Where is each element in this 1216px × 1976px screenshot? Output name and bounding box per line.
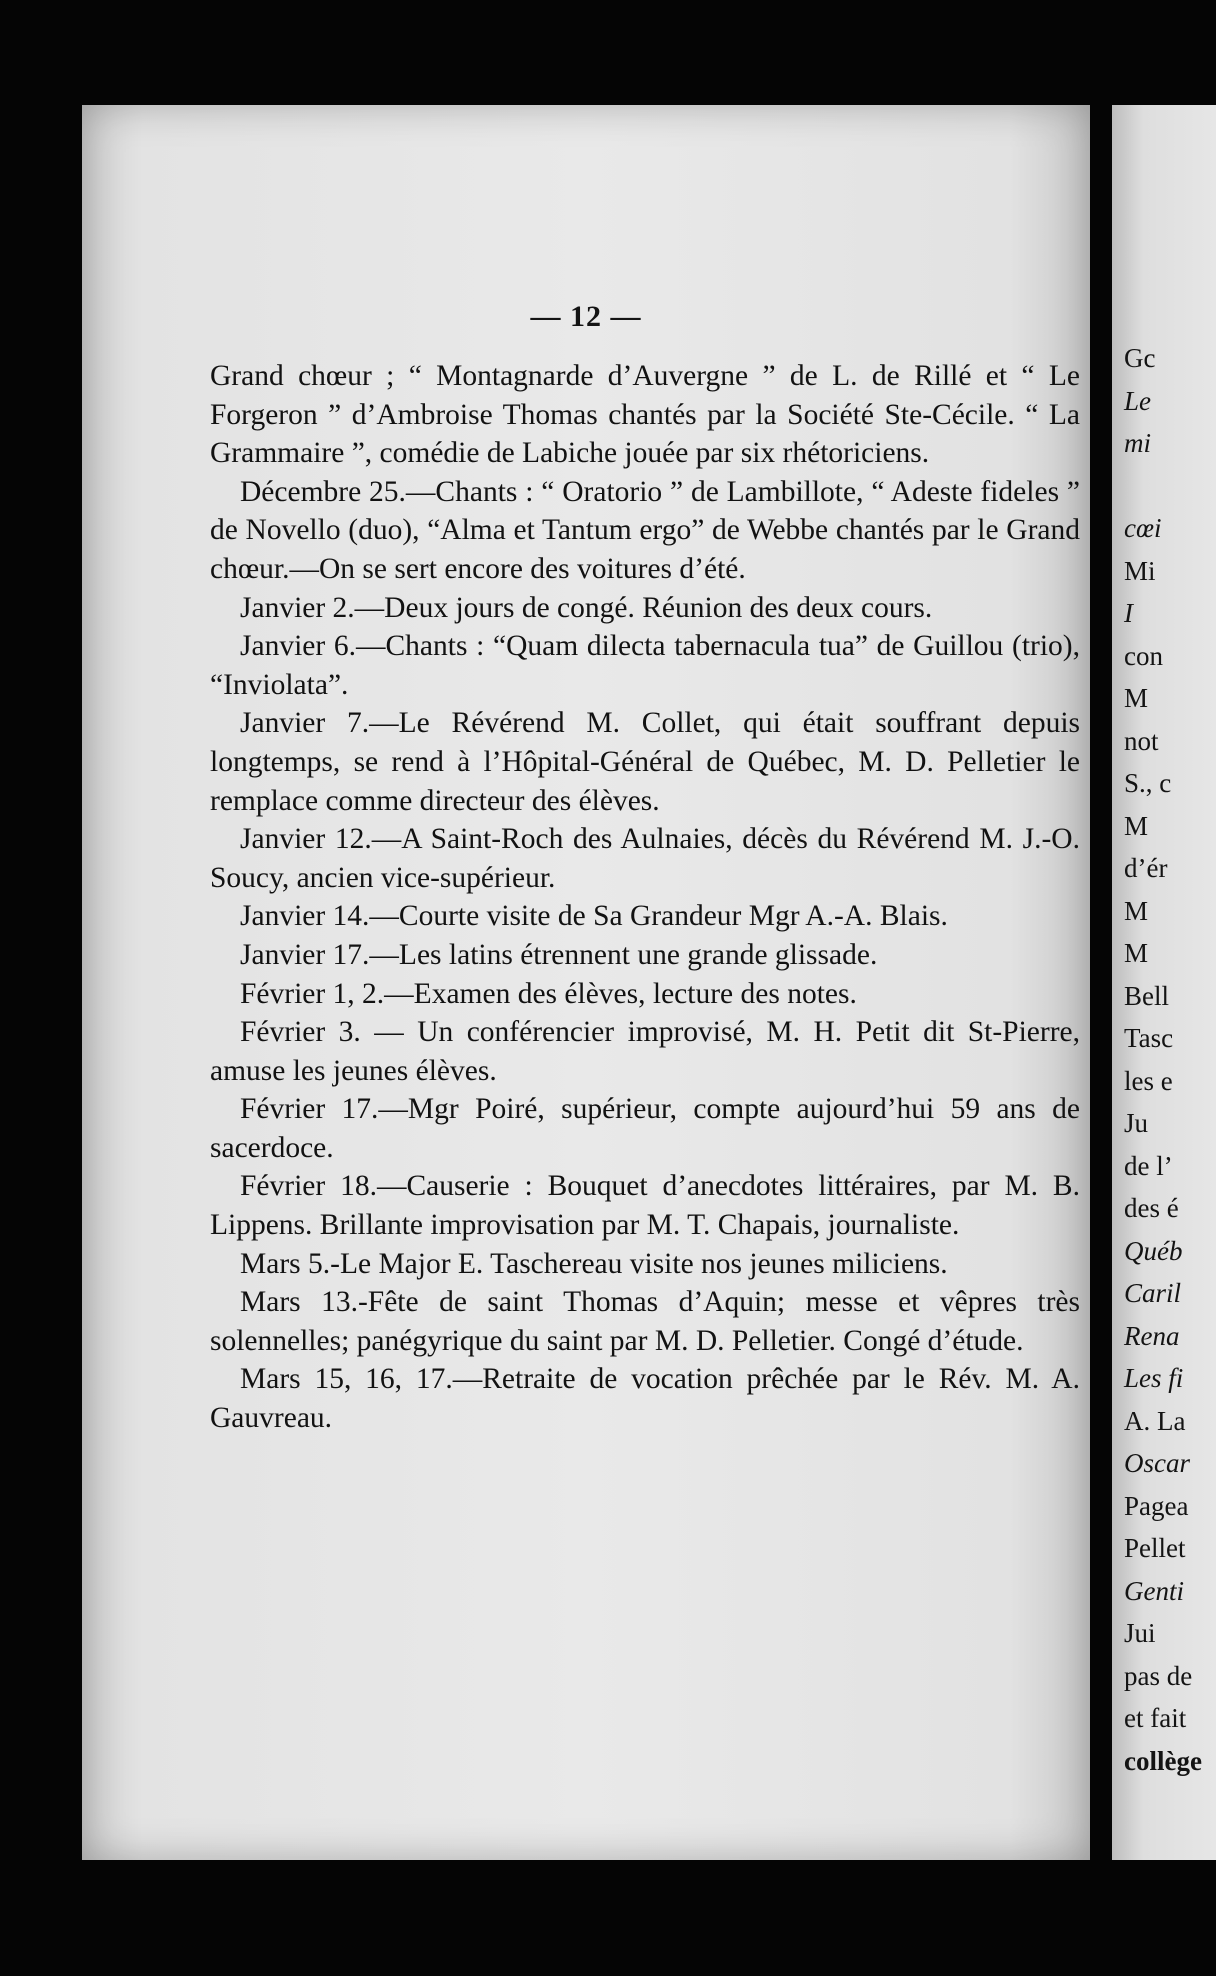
- fragment-line: collège: [1124, 1745, 1202, 1776]
- entry-grand-choeur: Grand chœur ; “ Montagnarde d’Auvergne ” de L. de Rillé et “ Le Forgeron ” d’Ambroise Thomas chantés par la Société Ste-Cécile. “ La Grammaire ”, comédie de Labiche jouée par six rhétoriciens.: [210, 360, 1080, 470]
- fragment-line: S., c: [1124, 768, 1172, 798]
- entry-janvier-12: Janvier 12.—A Saint-Roch des Aulnaies, décès du Révérend M. J.-O. Soucy, ancien vice-supérieur.: [210, 823, 1080, 894]
- entry-janvier-6: Janvier 6.—Chants : “Quam dilecta tabernacula tua” de Guillou (trio), “Inviolata”.: [210, 630, 1080, 701]
- entry-janvier-17: Janvier 17.—Les latins étrennent une grande glissade.: [240, 938, 878, 971]
- fragment-line: con: [1124, 640, 1163, 671]
- adjacent-page-edge: [1112, 105, 1216, 1860]
- fragment-line: A. La: [1124, 1405, 1186, 1436]
- fragment-line: [1112, 465, 1216, 508]
- entry-mars-5: Mars 5.-Le Major E. Taschereau visite nos jeunes miliciens.: [240, 1247, 948, 1280]
- fragment-line: les e: [1124, 1065, 1173, 1096]
- fragment-line: et fait: [1124, 1703, 1187, 1733]
- entry-fevrier-17: Février 17.—Mgr Poiré, supérieur, compte aujourd’hui 59 ans de sacerdoce.: [210, 1093, 1080, 1164]
- fragment-line: Le: [1124, 385, 1151, 416]
- entry-janvier-14: Janvier 14.—Courte visite de Sa Grandeur Mgr A.-A. Blais.: [240, 900, 948, 933]
- entry-janvier-2: Janvier 2.—Deux jours de congé. Réunion des deux cours.: [240, 591, 933, 624]
- fragment-line: Gc: [1124, 343, 1156, 373]
- fragment-line: Bell: [1124, 980, 1169, 1011]
- fragment-line: Caril: [1124, 1278, 1182, 1308]
- fragment-line: Pagea: [1124, 1490, 1189, 1521]
- fragment-line: Oscar: [1124, 1448, 1190, 1478]
- fragment-line: Jui: [1124, 1618, 1156, 1648]
- entry-decembre-25: Décembre 25.—Chants : “ Oratorio ” de Lambillote, “ Adeste fideles ” de Novello (duo), “Alma et Tantum ergo” de Webbe chantés par le Grand chœur.—On se sert encore des voitures d’été.: [210, 475, 1080, 585]
- entry-fevrier-18: Février 18.—Causerie : Bouquet d’anecdotes littéraires, par M. B. Lippens. Brillante improvisation par M. T. Chapais, journaliste.: [210, 1170, 1080, 1242]
- fragment-line: Québ: [1124, 1235, 1183, 1266]
- fragment-line: Les fi: [1124, 1363, 1184, 1393]
- fragment-line: Rena: [1124, 1320, 1180, 1351]
- fragment-line: Pellet: [1124, 1533, 1186, 1563]
- fragment-line: I: [1124, 598, 1133, 628]
- entry-fevrier-1-2: Février 1, 2.—Examen des élèves, lecture des notes.: [240, 977, 857, 1010]
- fragment-line: cœi: [1124, 513, 1162, 543]
- fragment-line: d’ér: [1124, 853, 1168, 883]
- fragment-line: not: [1124, 725, 1159, 756]
- fragment-line: Tasc: [1124, 1023, 1174, 1053]
- fragment-line: M: [1124, 895, 1149, 926]
- fragment-line: M: [1124, 938, 1149, 968]
- fragment-line: mi: [1124, 428, 1151, 458]
- fragment-line: des é: [1124, 1193, 1179, 1223]
- adjacent-page-fragments: [1112, 337, 1216, 1782]
- book-page: [82, 105, 1090, 1860]
- entry-fevrier-3: Février 3. — Un conférencier improvisé, M. H. Petit dit St-Pierre, amuse les jeunes élèves.: [210, 1016, 1080, 1087]
- fragment-line: M: [1124, 683, 1149, 713]
- page-number: — 12 —: [530, 300, 642, 333]
- entry-janvier-7: Janvier 7.—Le Révérend M. Collet, qui était souffrant depuis longtemps, se rend à l’Hôpital-Général de Québec, M. D. Pelletier le remplace comme directeur des élèves.: [210, 707, 1080, 817]
- fragment-line: pas de: [1124, 1660, 1193, 1691]
- chronicle-text: [210, 357, 1080, 1438]
- fragment-line: Mi: [1124, 555, 1156, 586]
- entry-mars-15-16-17: Mars 15, 16, 17.—Retraite de vocation prêchée par le Rév. M. A. Gauvreau.: [210, 1363, 1080, 1435]
- fragment-line: Genti: [1124, 1575, 1184, 1606]
- fragment-line: M: [1124, 810, 1149, 841]
- entry-mars-13: Mars 13.-Fête de saint Thomas d’Aquin; messe et vêpres très solennelles; panégyrique du saint par M. D. Pelletier. Congé d’étude.: [210, 1286, 1080, 1357]
- fragment-line: de l’: [1124, 1150, 1173, 1181]
- fragment-line: Ju: [1124, 1108, 1149, 1138]
